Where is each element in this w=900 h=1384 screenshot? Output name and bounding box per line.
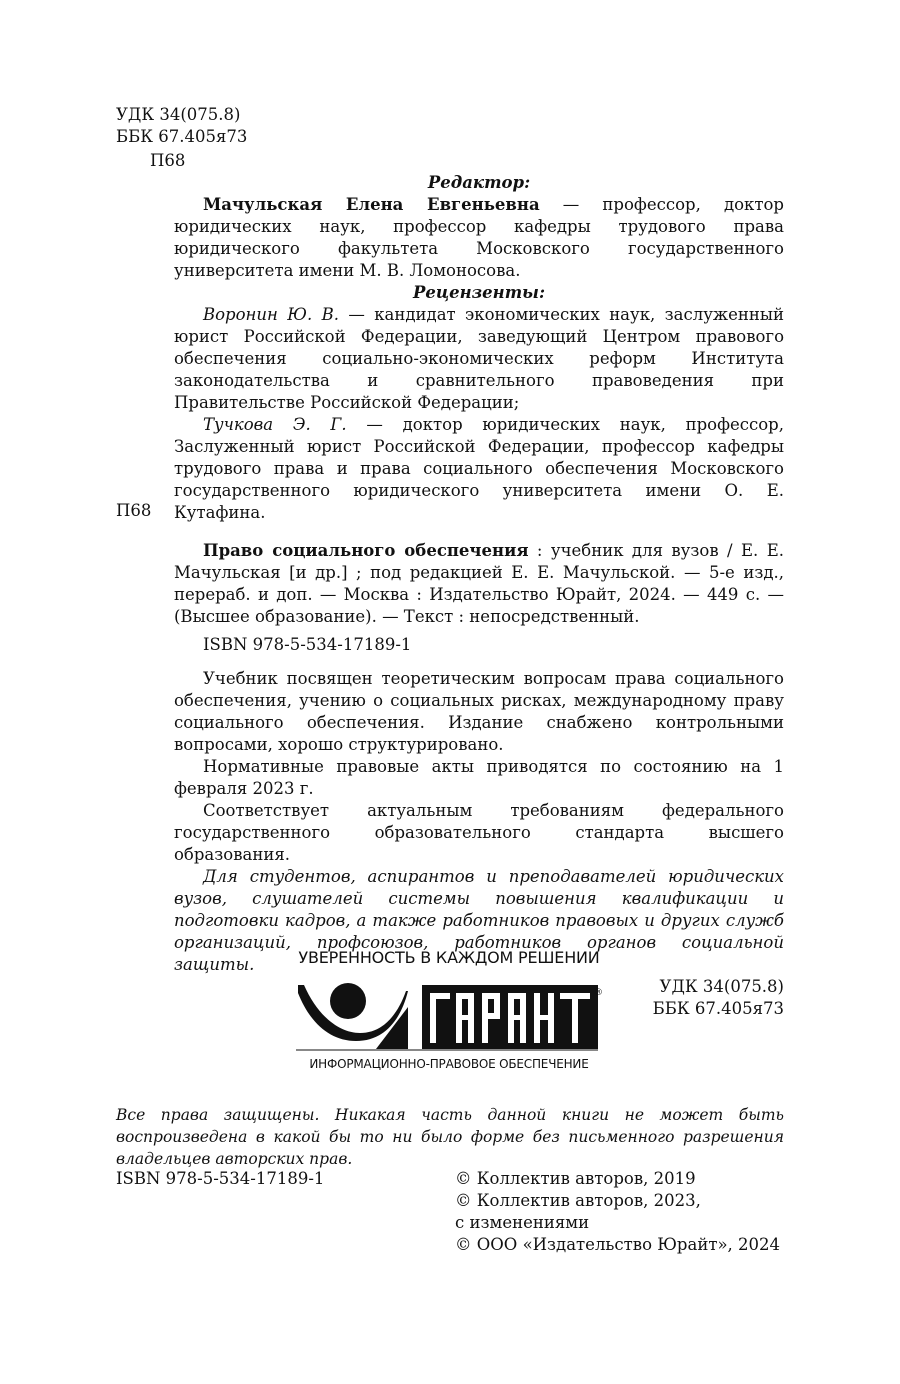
reviewer-name: Воронин Ю. В. xyxy=(203,305,339,324)
copyright-line: © ООО «Издательство Юрайт», 2024 xyxy=(455,1235,781,1254)
footer-isbn: ISBN 978-5-534-17189-1 xyxy=(116,1169,325,1188)
bibliographic-description: : учебник для вузов / Е. Е. Мачульская [и др.] ; под редакцией Е. Е. Мачульской. — 5-е изд., перераб. и доп. — Москва : Издательство Юрайт, 2024. — 449 с. — (Высшее образование). — Текст : непосредственный. xyxy=(174,541,784,626)
classification-block xyxy=(116,104,316,148)
bbk-code-right: ББК 67.405я73 xyxy=(652,999,784,1018)
copyright-block xyxy=(455,1168,785,1256)
reviewer-name: Тучкова Э. Г. xyxy=(203,415,347,434)
udk-code: УДК 34(075.8) xyxy=(116,105,241,124)
reviewer-description: — доктор юридических наук, профессор, Заслуженный юрист Российской Федерации, профессор кафедры трудового права и права социального обеспечения Московского государственного юридического университета имени О. Е. Кутафина. xyxy=(174,415,784,522)
author-mark: П68 xyxy=(150,151,186,170)
annotation-paragraph: Учебник посвящен теоретическим вопросам права социального обеспечения, учению о социальных рисках, международному праву социального обеспечения. Издание снабжено контрольными вопросами, хорошо структурировано. xyxy=(174,669,784,754)
annotation-paragraph: Нормативные правовые акты приводятся по состоянию на 1 февраля 2023 г. xyxy=(174,757,784,798)
isbn-line: ISBN 978-5-534-17189-1 xyxy=(203,635,412,654)
copyright-line: © Коллектив авторов, 2019 xyxy=(455,1169,696,1188)
logo-tagline: УВЕРЕННОСТЬ В КАЖДОМ РЕШЕНИИ xyxy=(298,948,600,967)
main-column xyxy=(174,172,784,1020)
bibliographic-record xyxy=(174,540,784,628)
editor-heading: Редактор: xyxy=(427,173,531,192)
copyright-line: с изменениями xyxy=(455,1213,590,1232)
registered-mark: ® xyxy=(594,988,603,998)
logo-subtitle: ИНФОРМАЦИОННО-ПРАВОВОЕ ОБЕСПЕЧЕНИЕ xyxy=(309,1057,589,1071)
wordmark-garant xyxy=(422,985,603,1049)
reviewer-description: — кандидат экономических наук, заслуженный юрист Российской Федерации, заведующий Центром правового обеспечения социально-экономических реформ Института законодательства и сравнительного правоведения при Правительстве Российской Федерации; xyxy=(174,305,784,412)
bbk-code: ББК 67.405я73 xyxy=(116,127,248,146)
author-mark-side: П68 xyxy=(116,501,152,520)
editor-name: Мачульская Елена Евгеньевна xyxy=(203,195,540,214)
udk-code-right: УДК 34(075.8) xyxy=(659,977,784,996)
editor-description: — профессор, доктор юридических наук, профессор кафедры трудового права юридического факультета Московского государственного университета имени М. В. Ломоносова. xyxy=(174,195,784,280)
garant-logo xyxy=(296,948,602,1071)
annotation-paragraph: Соответствует актуальным требованиям федерального государственного образовательного стандарта высшего образования. xyxy=(174,801,784,864)
audience-paragraph: Для студентов, аспирантов и преподавателей юридических вузов, слушателей системы повышения квалификации и подготовки кадров, а также работников правовых и других служб организаций, профсоюзов, работников органов социальной защиты. xyxy=(174,867,784,974)
reviewers-heading: Рецензенты: xyxy=(412,283,546,302)
editor-paragraph xyxy=(174,194,784,282)
emblem-icon xyxy=(298,983,408,1049)
rights-notice: Все права защищены. Никакая часть данной книги не может быть воспроизведена в какой бы то ни было форме без письменного разрешения владельцев авторских прав. xyxy=(116,1106,784,1168)
book-title: Право социального обеспечения xyxy=(203,541,529,560)
reviewer-paragraph xyxy=(174,304,784,414)
reviewer-paragraph xyxy=(174,414,784,524)
copyright-line: © Коллектив авторов, 2023, xyxy=(455,1191,701,1210)
